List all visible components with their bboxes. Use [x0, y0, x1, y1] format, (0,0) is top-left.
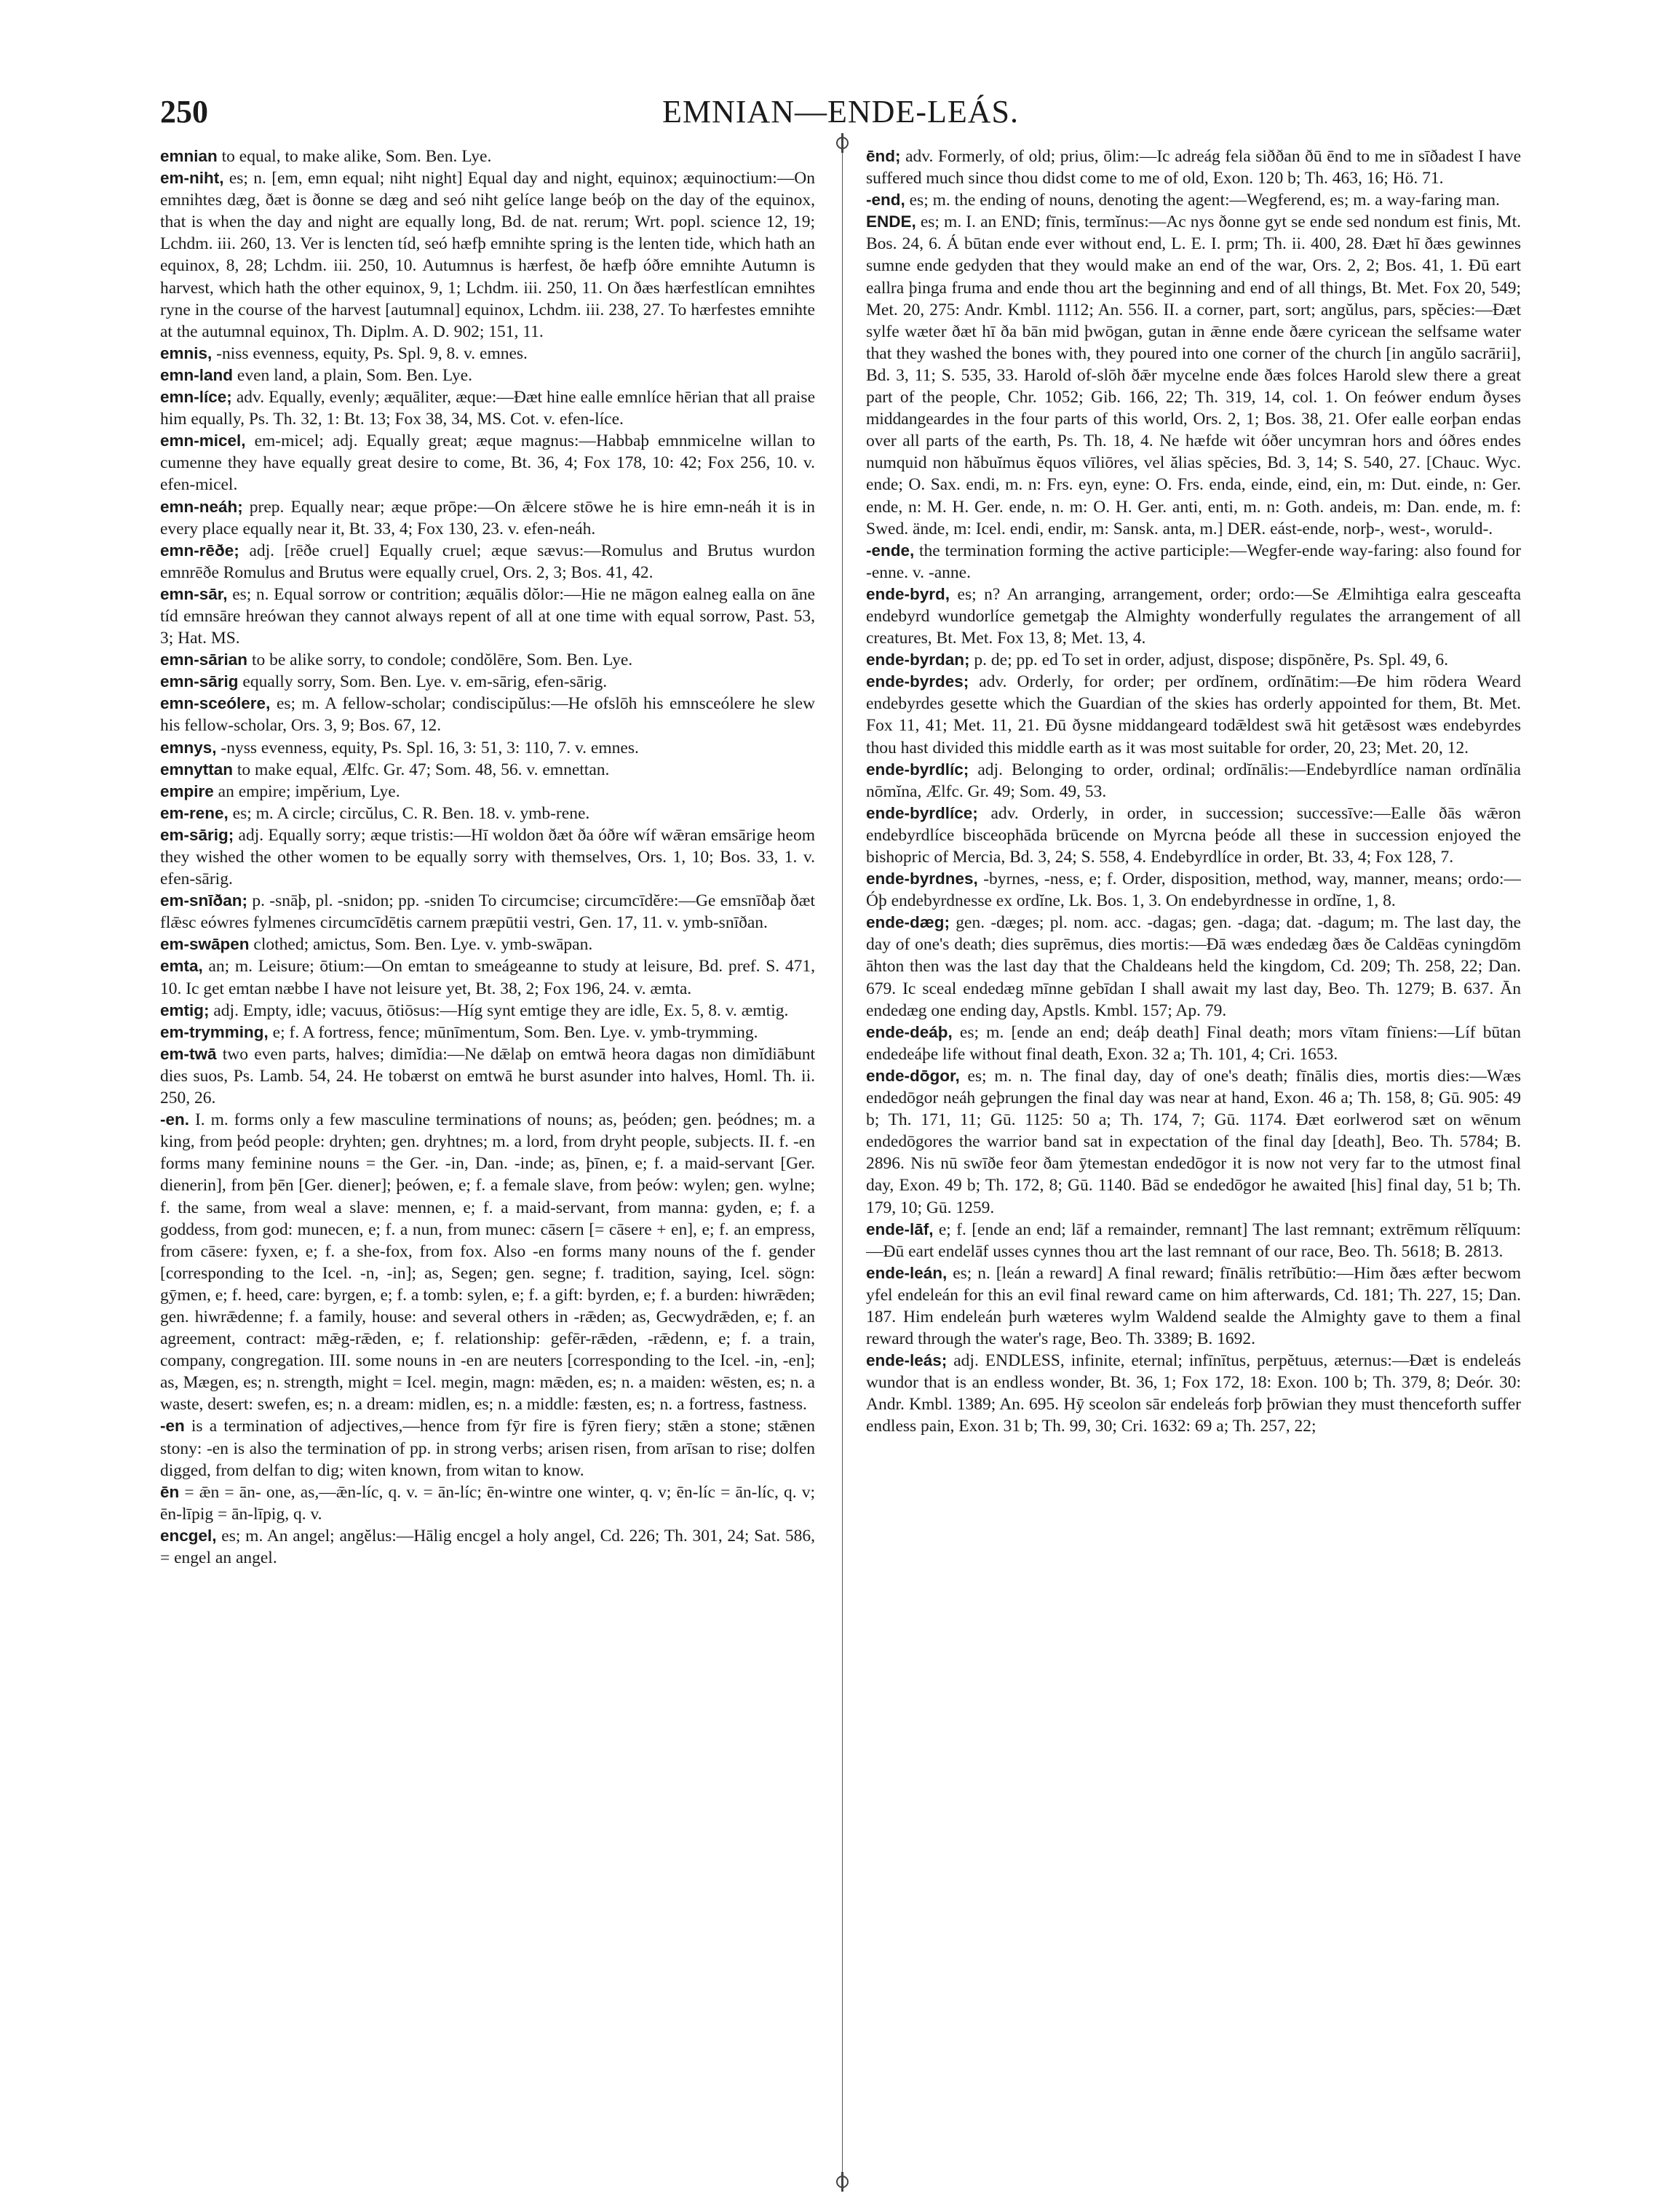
entry-headword: em-trymming, [160, 1022, 269, 1041]
entry-headword: emnys, [160, 738, 217, 757]
entry-definition: es; m. the ending of nouns, denoting the agent:—Wegferend, es; m. a way-faring man. [905, 191, 1500, 210]
entry-headword: em-twā [160, 1044, 217, 1063]
entry-definition: es; n. [leán a reward] A final reward; fīnālis retrĭbūtio:—Him ðæs æfter becwom yfel endeleán for this an evil final reward came on him afterwards, Cd. 181; Th. 227, 15; Dan. 187. Him endeleán þurh wæteres wylm Waldend sealde the Almighty gave to them a final reward through the water's rage, Beo. Th. 3389; B. 1692. [866, 1263, 1521, 1349]
entry-definition: prep. Equally near; æque prōpe:—On ǣlcere stōwe he is hire emn-neáh it is in every place equally near it, Bt. 33, 4; Fox 130, 23. v. efen-neáh. [160, 497, 815, 538]
entry-headword: emn-sceólere, [160, 694, 271, 713]
entry-headword: encgel, [160, 1526, 217, 1545]
entry-headword: ende-byrdlíce; [866, 803, 978, 822]
entry-headword: ende-byrdan; [866, 651, 970, 669]
entry-definition: gen. -dæges; pl. nom. acc. -dagas; gen. -daga; dat. -dagum; m. The last day, the day of one's death; dies suprēmus, dies mortis:—Ðā wæs endedæg ðæs ðe Caldēas cyningdōm āhton then was the last day that the Chaldeans held the kingdom, Cd. 209; Th. 258, 22; Dan. 679. Ic sceal endedæg mīnne gebīdan I shall await my last day, Beo. Th. 1279; B. 637. Ān endedæg one ending day, Apstls. Kmbl. 157; Ap. 79. [866, 913, 1521, 1020]
entry-headword: -en. [160, 1110, 190, 1129]
entry-definition: to make equal, Ælfc. Gr. 47; Som. 48, 56. v. emnettan. [233, 760, 610, 779]
dictionary-entry [160, 496, 815, 540]
entry-definition: p. -snāþ, pl. -snidon; pp. -sniden To circumcise; circumcīdĕre:—Ge emsnīðaþ ðæt flǣsc eówres fylmenes circumcīdētis carnem præpūtii vestri, Gen. 17, 11. v. ymb-snīðan. [160, 891, 815, 933]
dictionary-entry [160, 1525, 815, 1569]
entry-definition: es; n. [em, emn equal; niht night] Equal day and night, equinox; æquinoctium:—On emnihtes dæg, ðæt is ðonne se dæg and seó niht gelíce lange beóþ on the day of the equinox, that is when the day and night are equally long, Bd. de nat. rerum; Wrt. popl. science 12, 19; Lchdm. iii. 260, 13. Ver is lencten tíd, seó hæfþ emnihte spring is the lenten tide, which hath an equinox, 8, 28; Lchdm. iii. 250, 10. Autumnus is hærfest, ðe hæfþ óðre emnihte Autumn is harvest, which hath the other equinox, 9, 1; Lchdm. iii. 250, 11. On ðæs hærfestlícan emnihtes ryne in the course of the harvest [autumnal] equinox, Lchdm. iii. 238, 27. To hærfestes emnihte at the autumnal equinox, Th. Diplm. A. D. 902; 151, 11. [160, 169, 815, 341]
dictionary-entry [866, 912, 1521, 1021]
entry-headword: -end, [866, 191, 905, 210]
entry-headword: em-sārig; [160, 825, 234, 844]
dictionary-entry [160, 955, 815, 999]
dictionary-entry [160, 430, 815, 496]
entry-headword: emn-land [160, 365, 234, 384]
dictionary-entry [160, 1000, 815, 1022]
entry-headword: ende-byrdes; [866, 672, 969, 691]
entry-headword: emn-rēðe; [160, 541, 239, 560]
entry-headword: ende-dōgor, [866, 1066, 960, 1085]
column-divider [842, 142, 843, 2179]
dictionary-entry [160, 1415, 815, 1481]
entry-definition: clothed; amictus, Som. Ben. Lye. v. ymb-swāpan. [249, 935, 593, 955]
dictionary-entry [866, 189, 1521, 211]
dictionary-entry [160, 803, 815, 824]
dictionary-entry [160, 737, 815, 759]
entry-definition: adj. Equally sorry; æque tristis:—Hī woldon ðæt ða óðre wíf wǣran emsārige heom they wished the other women to be equally sorry with themselves, Ors. 1, 10; Bos. 33, 1. v. efen-sārig. [160, 825, 815, 889]
entry-definition: adj. [rēðe cruel] Equally cruel; æque sævus:—Romulus and Brutus wurdon emnrēðe Romulus and Brutus were equally cruel, Ors. 2, 3; Bos. 41, 42. [160, 541, 815, 582]
dictionary-entry [160, 1022, 815, 1043]
entry-definition: -byrnes, -ness, e; f. Order, disposition, method, way, manner, means; ordo:—Óþ endebyrdnesse ex ordĭne, Lk. Bos. 1, 3. On endebyrdnesse in ordĭne, 1, 8. [866, 870, 1521, 911]
dictionary-entry [160, 167, 815, 343]
entry-definition: adv. Formerly, of old; prius, ōlim:—Ic adreág fela siððan ðū ēnd to me in sīðadest I have suffered much since thou didst come to me of old, Exon. 120 b; Th. 463, 16; Hö. 71. [866, 147, 1521, 188]
dictionary-entry [160, 146, 815, 167]
entry-definition: equally sorry, Som. Ben. Lye. v. em-sārig, efen-sārig. [238, 672, 608, 692]
entry-definition: -niss evenness, equity, Ps. Spl. 9, 8. v. emnes. [212, 343, 528, 363]
entry-headword: emn-sār, [160, 584, 228, 603]
entry-headword: em-niht, [160, 169, 224, 188]
entry-definition: es; m. A fellow-scholar; condiscipŭlus:—He ofslōh his emnsceólere he slew his fellow-scholar, Ors. 3, 9; Bos. 67, 12. [160, 694, 815, 736]
entry-headword: ende-leás; [866, 1351, 948, 1370]
entry-definition: is a termination of adjectives,—hence from fȳr fire is fȳren fiery; stǣn a stone; stǣnen stony: -en is also the termination of pp. in strong verbs; arisen risen, from arīsan to rise; dolfen digged, from delfan to dig; witen known, from witan to know. [160, 1417, 815, 1480]
running-head: EMNIAN—ENDE-LEÁS. [662, 94, 1019, 130]
entry-definition: p. de; pp. ed To set in order, adjust, dispose; dispōnĕre, Ps. Spl. 49, 6. [969, 651, 1449, 670]
entry-headword: em-snīðan; [160, 891, 248, 910]
entry-headword: emtig; [160, 1000, 210, 1019]
dictionary-entry [866, 1219, 1521, 1262]
entry-definition: adj. ENDLESS, infinite, eternal; infīnītus, perpĕtuus, æternus:—Ðæt is endeleás wundor that is an endless wonder, Bt. 36, 1; Fox 172, 18: Exon. 100 b; Th. 379, 8; Deór. 30: Andr. Kmbl. 1389; An. 695. Hȳ sceolon sār endeleás forþ þrōwian they must thenceforth suffer endless pain, Exon. 31 b; Th. 99, 30; Cri. 1632: 69 a; Th. 257, 22; [866, 1351, 1521, 1436]
entry-headword: ende-deáþ, [866, 1022, 953, 1041]
entry-headword: em-rene, [160, 803, 229, 822]
entry-definition: two even parts, halves; dimĭdia:—Ne dǣlaþ on emtwā heora dagas non dimĭdiābunt dies suos, Ps. Lamb. 54, 24. He tobærst on emtwā he burst asunder into halves, Homl. Th. ii. 250, 26. [160, 1044, 815, 1108]
entry-headword: ende-leán, [866, 1263, 948, 1282]
entry-headword: ENDE, [866, 212, 916, 231]
dictionary-entry [160, 1481, 815, 1525]
dictionary-entry [866, 671, 1521, 758]
entry-headword: emn-sārig [160, 672, 239, 691]
dictionary-entry [866, 540, 1521, 584]
entry-headword: emn-líce; [160, 388, 232, 407]
entry-definition: e; f. [ende an end; lāf a remainder, remnant] The last remnant; extrēmum rĕlĭquum:—Ðū eart endelāf usses cynnes thou art the last remnant of our race, Beo. Th. 5618; B. 2813. [866, 1220, 1521, 1261]
entry-headword: emn-sārian [160, 651, 248, 669]
divider-ornament-bottom [836, 2176, 849, 2188]
dictionary-entry [866, 1262, 1521, 1350]
dictionary-entry [160, 584, 815, 649]
dictionary-entry [160, 890, 815, 934]
entry-headword: -ende, [866, 541, 915, 560]
entry-headword: ende-byrdlíc; [866, 760, 969, 779]
right-column [866, 146, 1521, 2168]
entry-definition: adj. Empty, idle; vacuus, ōtiōsus:—Híg synt emtige they are idle, Ex. 5, 8. v. æmtig. [209, 1000, 789, 1020]
page-header [160, 93, 1521, 137]
entry-headword: ende-byrd, [866, 584, 950, 603]
entry-headword: emnian [160, 147, 218, 165]
dictionary-entry [160, 934, 815, 955]
dictionary-entry [160, 365, 815, 386]
entry-headword: emnyttan [160, 760, 234, 779]
dictionary-entry [866, 803, 1521, 868]
dictionary-entry [160, 1043, 815, 1109]
entry-definition: adj. Belonging to order, ordinal; ordĭnālis:—Endebyrdlíce naman ordĭnālia nōmĭna, Ælfc. Gr. 49; Som. 49, 53. [866, 760, 1521, 801]
entry-headword: ende-lāf, [866, 1220, 934, 1238]
entry-headword: ēn [160, 1482, 180, 1501]
dictionary-entry [866, 146, 1521, 189]
dictionary-entry [866, 649, 1521, 671]
entry-headword: ēnd; [866, 147, 901, 165]
dictionary-entry [160, 671, 815, 693]
entry-definition: es; m. [ende an end; deáþ death] Final death; mors vītam fīniens:—Líf būtan endedeáþe life without final death, Exon. 32 a; Th. 101, 4; Cri. 1653. [866, 1022, 1521, 1064]
dictionary-entry [160, 759, 815, 781]
entry-headword: emn-neáh; [160, 497, 243, 516]
entry-definition: es; m. An angel; angĕlus:—Hālig encgel a holy angel, Cd. 226; Th. 301, 24; Sat. 586, = engel an angel. [160, 1526, 815, 1567]
entry-headword: ende-dæg; [866, 913, 950, 932]
entry-definition: es; n? An arranging, arrangement, order; ordo:—Se Ælmihtiga ealra gesceafta endebyrd wundorlíce gemetgaþ the Almighty wonderfully regulates the arrangement of all creatures, Bt. Met. Fox 13, 8; Met. 13, 4. [866, 584, 1521, 648]
dictionary-entry [160, 540, 815, 584]
entry-headword: ende-byrdnes, [866, 870, 978, 888]
entry-definition: adv. Equally, evenly; æquāliter, æque:—Ðæt hine ealle emnlíce hērian that all praise him equally, Ps. Th. 32, 1: Bt. 13; Fox 38, 34, MS. Cot. v. efen-líce. [160, 388, 815, 429]
entry-definition: to be alike sorry, to condole; condŏlēre, Som. Ben. Lye. [247, 651, 633, 670]
dictionary-entry [160, 824, 815, 890]
entry-headword: emta, [160, 957, 203, 976]
left-column [160, 146, 815, 2168]
dictionary-entry [866, 1022, 1521, 1065]
entry-definition: an empire; impĕrium, Lye. [213, 781, 400, 801]
entry-definition: I. m. forms only a few masculine terminations of nouns; as, þeóden; gen. þeódnes; m. a king, from þeód people: dryhten; gen. dryhtnes; m. a lord, from dryht people, subjects. II. f. -en forms many feminine nouns = the Ger. -in, Dan. -inde; as, þīnen, e; f. a maid-servant [Ger. dienerin], from þēn [Ger. diener]; þeówen, e; f. a female slave, from þeów: wylen; gen. wylne; f. the same, from weal a slave: mennen, e; f. a maid-servant, from manna: gyden, e; f. a goddess, from god: munecen, e; f. a nun, from munec: cāsern [= cāsere + en], e; f. an empress, from cāsere: fyxen, e; f. a she-fox, from fox. Also -en forms many nouns of the f. gender [corresponding to the Icel. -n, -in]; as, Segen; gen. segne; f. tradition, saying, Icel. sögn: gȳmen, e; f. heed, care: byrgen, e; f. a tomb: sylen, e; f. a gift: byrden, e; f. a burden: hiwrǣden; gen. hiwrǣdenne; f. a family, house: and several others in -rǣden; as, Gecwydrǣden, e; f. an agreement, contract: mǣg-rǣden, e; f. relationship: gefēr-rǣden, -rǣdenn, e; f. a train, company, congregation. III. some nouns in -en are neuters [corresponding to the Icel. -in, -en]; as, Mægen, es; n. strength, might = Icel. megin, magn: mǣden, es; n. a maiden: wēsten, es; n. a waste, desert: swefen, es; n. a dream: midlen, es; n. a middle: fæsten, es; n. a fortress, fastness. [160, 1110, 815, 1415]
entry-definition: es; m. A circle; circŭlus, C. R. Ben. 18. v. ymb-rene. [228, 803, 590, 823]
dictionary-entry [160, 693, 815, 736]
divider-ornament-top [836, 137, 849, 149]
entry-definition: the termination forming the active participle:—Wegfer-ende way-faring: also found for -enne. v. -anne. [866, 541, 1521, 582]
entry-definition: es; n. Equal sorrow or contrition; æquālis dŏlor:—Hie ne māgon ealneg ealla on āne tíd emnsāre hreówan they cannot always repent of all at one time with equal sorrow, Past. 53, 3; Hat. MS. [160, 584, 815, 648]
entry-definition: e; f. A fortress, fence; mūnīmentum, Som. Ben. Lye. v. ymb-trymming. [268, 1022, 758, 1042]
dictionary-entry [866, 868, 1521, 912]
entry-definition: adv. Orderly, in order, in succession; successīve:—Ealle ðās wǣron endebyrdlíce bisceophāda brūcende on Myrcna þeóde all these in succession enjoyed the bishopric of Mercia, Bd. 3, 24; S. 558, 4. Endebyrdlíce in order, Bt. 33, 4; Fox 128, 7. [866, 803, 1521, 867]
entry-definition: es; m. n. The final day, day of one's death; fīnālis dies, mortis dies:—Wæs endedōgor neáh geþrungen the final day was near at hand, Exon. 46 a; Th. 158, 8; Gū. 905: 49 b; Th. 171, 11; Gū. 1125: 50 a; Th. 174, 7; Gū. 1174. Ðæt eorlwerod sæt on wēnum endedōgores the warrior band sat in expectation of the final day [death], Beo. Th. 5784; B. 2896. Nis nū swīðe feor ðam ȳtemestan endedōgor it is now not very far to the utmost final day, Exon. 49 b; Th. 172, 8; Gū. 1140. Bād se endedōgor he awaited [his] final day, 51 b; Th. 179, 10; Gū. 1259. [866, 1066, 1521, 1217]
dictionary-entry [160, 781, 815, 803]
entry-definition: even land, a plain, Som. Ben. Lye. [233, 365, 472, 385]
entry-headword: -en [160, 1417, 185, 1436]
entry-definition: adv. Orderly, for order; per ordĭnem, ordĭnātim:—Ðe him rōdera Weard endebyrdes gesette which the Guardian of the skies has orderly appointed for them, Bt. Met. Fox 11, 41; Met. 11, 21. Ðū ðysne middangeard todǣldest swā hit getǣsost wæs endebyrdes thou hast divided this middle earth as it was most suitable for order, 20, 23; Met. 20, 12. [866, 672, 1521, 757]
dictionary-entry [160, 386, 815, 430]
entry-headword: emnis, [160, 343, 213, 362]
entry-definition: to equal, to make alike, Som. Ben. Lye. [217, 147, 492, 166]
dictionary-entry [866, 211, 1521, 539]
entry-headword: emn-micel, [160, 431, 246, 450]
entry-definition: an; m. Leisure; ōtium:—On emtan to smeágeanne to study at leisure, Bd. pref. S. 471, 10. Ic get emtan næbbe I have not leisure yet, Bt. 38, 2; Fox 196, 24. v. æmta. [160, 957, 815, 998]
entry-headword: empire [160, 781, 214, 800]
entry-definition: em-micel; adj. Equally great; æque magnus:—Habbaþ emnmicelne willan to cumenne they have equally great desire to come, Bt. 36, 4; Fox 178, 10: 42; Fox 256, 10. v. efen-micel. [160, 431, 815, 495]
dictionary-entry [866, 584, 1521, 649]
entry-definition: = ǣn = ān- one, as,—ǣn-líc, q. v. = ān-líc; ēn-wintre one winter, q. v; ēn-líc = ān-líc, q. v; ēn-līpig = ān-līpig, q. v. [160, 1482, 815, 1524]
page-number: 250 [160, 94, 208, 130]
dictionary-entry [866, 1350, 1521, 1437]
dictionary-entry [160, 1109, 815, 1415]
dictionary-entry [160, 649, 815, 671]
entry-definition: es; m. I. an END; fīnis, termĭnus:—Ac nys ðonne gyt se ende sed nondum est finis, Mt. Bos. 24, 6. Á būtan ende ever without end, L. E. I. prm; Th. ii. 400, 28. Ðæt hī ðæs gewinnes sumne ende gedyden that they would make an end of the war, Ors. 2, 2; Bos. 41, 1. Ðū eart eallra þinga fruma and ende thou art the beginning and end of all things, Bt. Met. Fox 20, 549; Met. 20, 275: Andr. Kmbl. 1112; An. 556. II. a corner, part, sort; angŭlus, pars, spĕcies:—Ðæt sylfe wæter ðæt hī ða bān mid þwōgan, gutan in ǣnne ende ðære cyricean the selfsame water that they washed the bones with, they poured into one corner of the church [in angŭlo sacrārii], Bd. 3, 11; S. 535, 33. Harold of-slōh ðǣr mycelne ende ðæs folces Harold slew there a great part of the people, Chr. 1052; Gib. 166, 22; Th. 319, 14, col. 1. On feówer endum ðyses middangeardes in the four parts of this world, Ors. 2, 1; Bos. 38, 21. Ofer ealle eorþan endas over all parts of the earth, Ps. Th. 18, 4. Ne hæfde wit óðer uncymran hors and óðres endes numquid non hăbuĭmus ĕquos vīliōres, vel ălias spĕcies, Bd. 3, 14; S. 540, 27. [Chauc. Wyc. ende; O. Sax. endi, m. n: Frs. eyn, eyne: O. Frs. enda, einde, eind, ein, m: Dut. einde, n: Ger. ende, n: M. H. Ger. ende, n. m: O. H. Ger. anti, enti, m. n: Goth. andeis, m: Dan. ende, m. f: Swed. ände, m: Icel. endi, endir, m: Sansk. anta, m.] DER. eást-ende, norþ-, west-, woruld-. [866, 212, 1521, 538]
dictionary-entry [866, 759, 1521, 803]
dictionary-entry [160, 343, 815, 365]
entry-definition: -nyss evenness, equity, Ps. Spl. 16, 3: 51, 3: 110, 7. v. emnes. [216, 738, 639, 757]
entry-headword: em-swāpen [160, 935, 250, 954]
dictionary-entry [866, 1065, 1521, 1219]
